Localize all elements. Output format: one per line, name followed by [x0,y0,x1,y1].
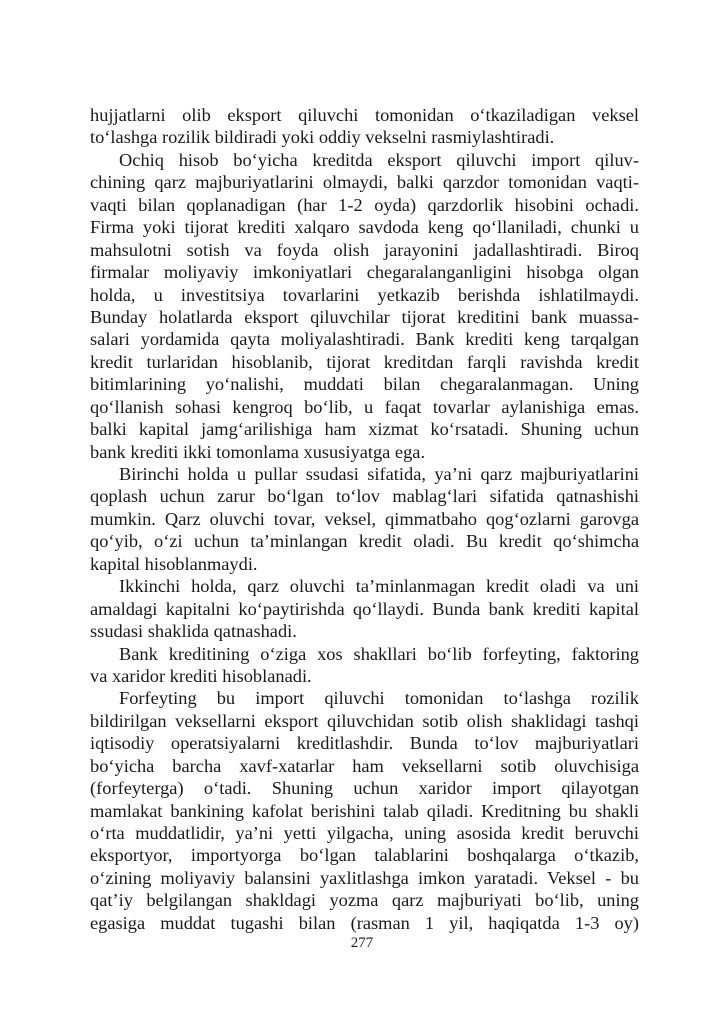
text-line: chining qarz majburiyatlarini olmaydi, balki qarzdor tomonidan vaqti- [90,172,639,193]
text-line: hujjatlarni olib eksport qiluvchi tomonidan o‘tkaziladigan veksel [90,105,639,125]
text-line: Ochiq hisob bo‘yicha kreditda eksport qiluvchi import qiluv- [119,149,639,170]
text-line: Birinchi holda u pullar ssudasi sifatida, ya’ni qarz majburiyatlarini [119,464,639,484]
page-number: 277 [350,935,374,951]
text-line: to‘lashga rozilik bildiradi yoki oddiy vekselni rasmiylashtiradi. [90,127,555,148]
text-line: mumkin. Qarz oluvchi tovar, veksel, qimmatbaho qog‘ozlarni garovga [90,508,639,529]
text-line: Bank kreditining o‘ziga xos shakllari bo‘lib forfeyting, faktoring [119,643,639,664]
text-line: qo‘yib, o‘zi uchun ta’minlangan kredit oladi. Bu kredit qo‘shimcha [90,531,639,552]
text-line: Forfeyting bu import qiluvchi tomonidan to‘lashga rozilik [119,688,639,709]
text-line: qoplash uchun zarur bo‘lgan to‘lov mablag‘lari sifatida qatnashishi [90,486,639,507]
text-line: qo‘llanish sohasi kengroq bo‘lib, u faqat tovarlar aylanishiga emas. [90,396,639,417]
text-line: salari yordamida qayta moliyalashtiradi. Bank krediti keng tarqalgan [90,329,639,350]
paragraph [90,149,639,463]
text-line: o‘zining moliyaviy balansini yaxlitlashga imkon yaratadi. Veksel - bu [90,867,639,888]
text-line: ssudasi shaklida qatnashadi. [90,621,297,642]
text-line: firmalar moliyaviy imkoniyatlari chegaralanganligini hisobga olgan [90,262,639,283]
text-line: mahsulotni sotish va foyda olish jarayonini jadallashtiradi. Biroq [90,239,639,260]
text-line: iqtisodiy operatsiyalarni kreditlashdir. Bunda to‘lov majburiyatlari [90,733,639,754]
text-line: qat’iy belgilangan shakldagi yozma qarz majburiyati bo‘lib, uning [90,890,639,911]
document-body [90,104,639,934]
text-line: bo‘yicha barcha xavf-xatarlar ham veksellarni sotib oluvchisiga [90,755,639,776]
text-line: (forfeyterga) o‘tadi. Shuning uchun xaridor import qilayotgan [90,778,639,799]
text-line: Bunday holatlarda eksport qiluvchilar tijorat kreditini bank muassa- [90,306,639,327]
text-line: amaldagi kapitalni ko‘paytirishda qo‘llaydi. Bunda bank krediti kapital [90,598,639,619]
text-line: Ikkinchi holda, qarz oluvchi ta’minlanmagan kredit oladi va uni [119,576,639,597]
text-line: bitimlarining yo‘nalishi, muddati bilan chegaralanmagan. Uning [90,374,639,395]
text-line: bank krediti ikki tomonlama xususiyatga ega. [90,441,426,462]
paragraph [90,463,639,575]
paragraph [90,643,639,688]
text-line: balki kapital jamg‘arilishiga ham xizmat ko‘rsatadi. Shuning uchun [90,419,639,440]
text-line: o‘rta muddatlidir, ya’ni yetti yilgacha, uning asosida kredit beruvchi [90,823,639,843]
text-line: kredit turlaridan hisoblanib, tijorat kreditdan farqli ravishda kredit [90,351,639,372]
text-line: mamlakat bankining kafolat berishini talab qiladi. Kreditning bu shakli [90,800,639,821]
text-line: egasiga muddat tugashi bilan (rasman 1 yil, haqiqatda 1-3 oy) [90,912,639,933]
text-line: va xaridor krediti hisoblanadi. [90,665,312,686]
text-line: Firma yoki tijorat krediti xalqaro savdoda keng qo‘llaniladi, chunki u [90,217,639,238]
text-line: kapital hisoblanmaydi. [90,553,258,574]
paragraph [90,687,639,934]
text-line: vaqti bilan qoplanadigan (har 1-2 oyda) qarzdorlik hisobini ochadi. [90,194,639,215]
text-line: holda, u investitsiya tovarlarini yetkazib berishda ishlatilmaydi. [90,284,639,305]
text-line: bildirilgan veksellarni eksport qiluvchidan sotib olish shaklidagi tashqi [90,710,639,731]
paragraph [90,575,639,642]
text-line: eksportyor, importyorga bo‘lgan talablarini boshqalarga o‘tkazib, [90,845,639,866]
paragraph [90,104,639,149]
